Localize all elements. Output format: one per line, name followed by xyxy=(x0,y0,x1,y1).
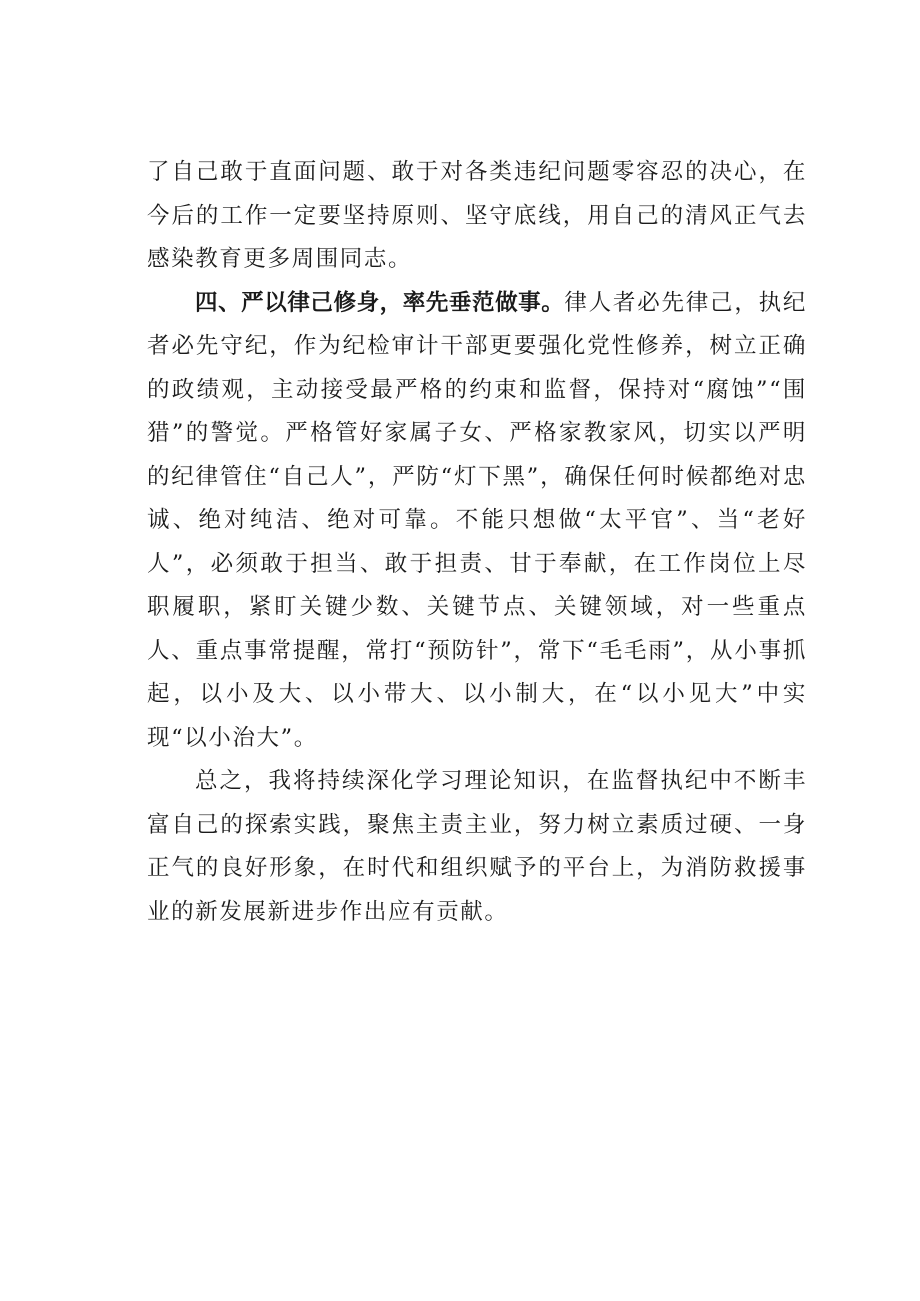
paragraph-conclusion xyxy=(147,760,807,934)
section-heading: 四、严以律己修身，率先垂范做事。 xyxy=(195,289,565,316)
paragraph-continuation xyxy=(147,151,807,282)
paragraph-text: 总之，我将持续深化学习理论知识，在监督执纪中不断丰富自己的探索实践，聚焦主责主业，努力树立素质过硬、一身正气的良好形象，在时代和组织赋予的平台上，为消防救援事业的新发展新进步作出应有贡献。 xyxy=(147,768,807,925)
document-body xyxy=(147,151,807,934)
paragraph-text: 了自己敢于直面问题、敢于对各类违纪问题零容忍的决心，在今后的工作一定要坚持原则、坚守底线，用自己的清风正气去感染教育更多周围同志。 xyxy=(147,159,807,272)
paragraph-text: 律人者必先律己，执纪者必先守纪，作为纪检审计干部更要强化党性修养，树立正确的政绩观，主动接受最严格的约束和监督，保持对“腐蚀”“围猎”的警觉。严格管好家属子女、严格家教家风，切实以严明的纪律管住“自己人”，严防“灯下黑”，确保任何时候都绝对忠诚、绝对纯洁、绝对可靠。不能只想做“太平官”、当“老好人”，必须敢于担当、敢于担责、甘于奉献，在工作岗位上尽职履职，紧盯关键少数、关键节点、关键领域，对一些重点人、重点事常提醒，常打“预防针”，常下“毛毛雨”，从小事抓起，以小及大、以小带大、以小制大，在“以小见大”中实现“以小治大”。 xyxy=(147,289,807,751)
paragraph-section-four xyxy=(147,282,807,761)
